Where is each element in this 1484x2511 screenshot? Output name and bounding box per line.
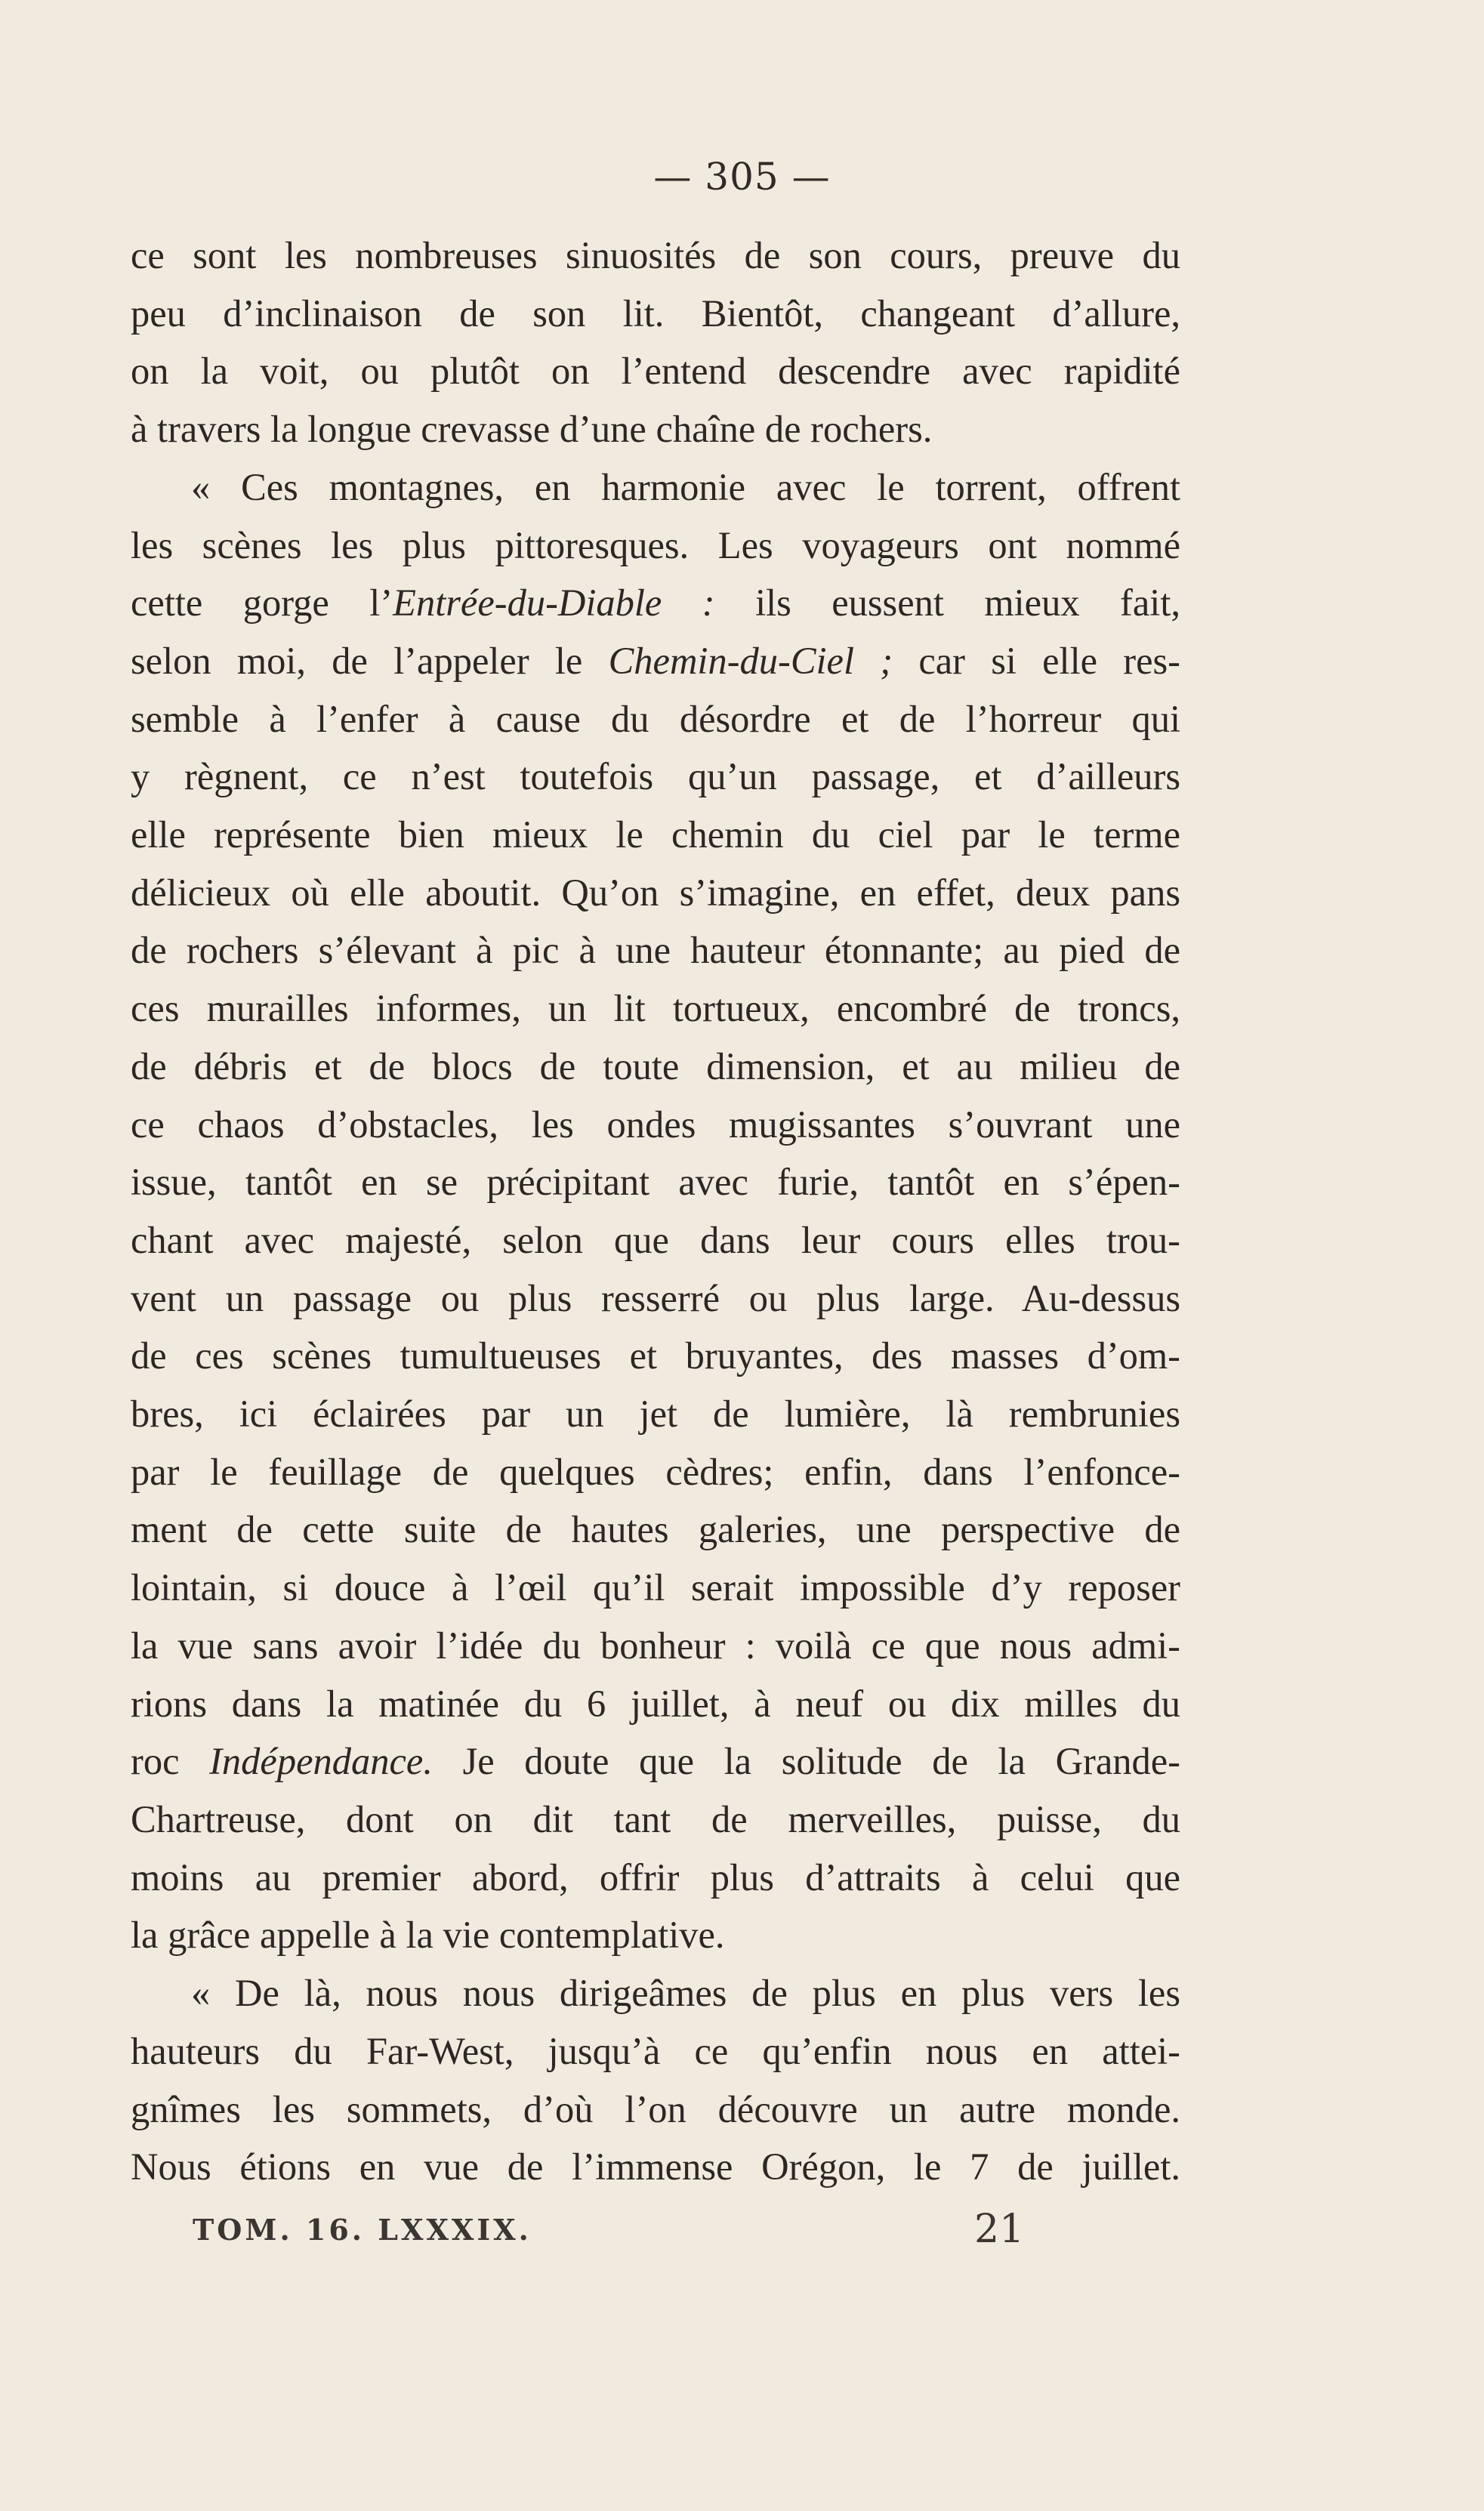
text-line: ment de cette suite de hautes galeries, une perspective de: [131, 1508, 1180, 1551]
text-line: moins au premier abord, offrir plus d’attraits à celui que: [131, 1855, 1180, 1899]
text-line: selon moi, de l’appeler le Chemin-du-Ciel ; car si elle res-: [131, 639, 1180, 682]
text-line: Nous étions en vue de l’immense Orégon, le 7 de juillet.: [131, 2145, 1180, 2189]
page-number: — 305 —: [653, 155, 831, 199]
text-line: de ces scènes tumultueuses et bruyantes, des masses d’om-: [131, 1334, 1180, 1377]
italic-place-name: Entrée-du-Diable :: [393, 581, 715, 625]
text-line: ces murailles informes, un lit tortueux, encombré de troncs,: [131, 987, 1180, 1030]
text-line: « Ces montagnes, en harmonie avec le torrent, offrent: [191, 465, 1180, 508]
gathering-number: 21: [974, 2207, 1025, 2252]
text-line: elle représente bien mieux le chemin du ciel par le terme: [131, 813, 1180, 856]
body-text: [131, 227, 1180, 2196]
text-line: semble à l’enfer à cause du désordre et de l’horreur qui: [131, 697, 1180, 740]
text-line: rions dans la matinée du 6 juillet, à neuf ou dix milles du: [131, 1682, 1180, 1725]
text-line: vent un passage ou plus resserré ou plus large. Au-dessus: [131, 1276, 1180, 1319]
text-line: y règnent, ce n’est toutefois qu’un passage, et d’ailleurs: [131, 755, 1180, 798]
text-line: lointain, si douce à l’œil qu’il serait impossible d’y reposer: [131, 1566, 1180, 1609]
text-line: de débris et de blocs de toute dimension, et au milieu de: [131, 1044, 1180, 1087]
text-line: à travers la longue crevasse d’une chaîne de rochers.: [131, 408, 933, 451]
text-line: issue, tantôt en se précipitant avec furie, tantôt en s’épen-: [131, 1161, 1180, 1204]
text-line: bres, ici éclairées par un jet de lumière, là rembrunies: [131, 1393, 1180, 1436]
text-line: cette gorge l’Entrée-du-Diable : ils eussent mieux fait,: [131, 581, 1180, 625]
text-line: la vue sans avoir l’idée du bonheur : voilà ce que nous admi-: [131, 1624, 1180, 1667]
text-line: roc Indépendance. Je doute que la solitude de la Grande-: [131, 1740, 1180, 1783]
text-line: de rochers s’élevant à pic à une hauteur étonnante; au pied de: [131, 929, 1180, 972]
text-line: délicieux où elle aboutit. Qu’on s’imagine, en effet, deux pans: [131, 871, 1180, 914]
text-line: chant avec majesté, selon que dans leur cours elles trou-: [131, 1218, 1180, 1261]
text-line: ce chaos d’obstacles, les ondes mugissantes s’ouvrant une: [131, 1103, 1180, 1146]
text-line: la grâce appelle à la vie contemplative.: [131, 1914, 725, 1957]
text-line: gnîmes les sommets, d’où l’on découvre un autre monde.: [131, 2087, 1180, 2130]
text-line: ce sont les nombreuses sinuosités de son cours, preuve du: [131, 234, 1180, 276]
text-line: les scènes les plus pittoresques. Les voyageurs ont nommé: [131, 523, 1180, 566]
italic-place-name: Chemin-du-Ciel ;: [608, 639, 893, 682]
signature-mark: TOM. 16. LXXXIX.: [193, 2213, 532, 2247]
text-line: on la voit, ou plutôt on l’entend descendre avec rapidité: [131, 350, 1180, 393]
text-line: Chartreuse, dont on dit tant de merveilles, puisse, du: [131, 1797, 1180, 1840]
text-line: « De là, nous nous dirigeâmes de plus en plus vers les: [191, 1972, 1180, 2015]
text-line: par le feuillage de quelques cèdres; enfin, dans l’enfonce-: [131, 1450, 1180, 1493]
text-line: peu d’inclinaison de son lit. Bientôt, changeant d’allure,: [131, 292, 1180, 335]
italic-place-name: Indépendance.: [209, 1740, 433, 1783]
text-line: hauteurs du Far-West, jusqu’à ce qu’enfin nous en attei-: [131, 2029, 1180, 2072]
